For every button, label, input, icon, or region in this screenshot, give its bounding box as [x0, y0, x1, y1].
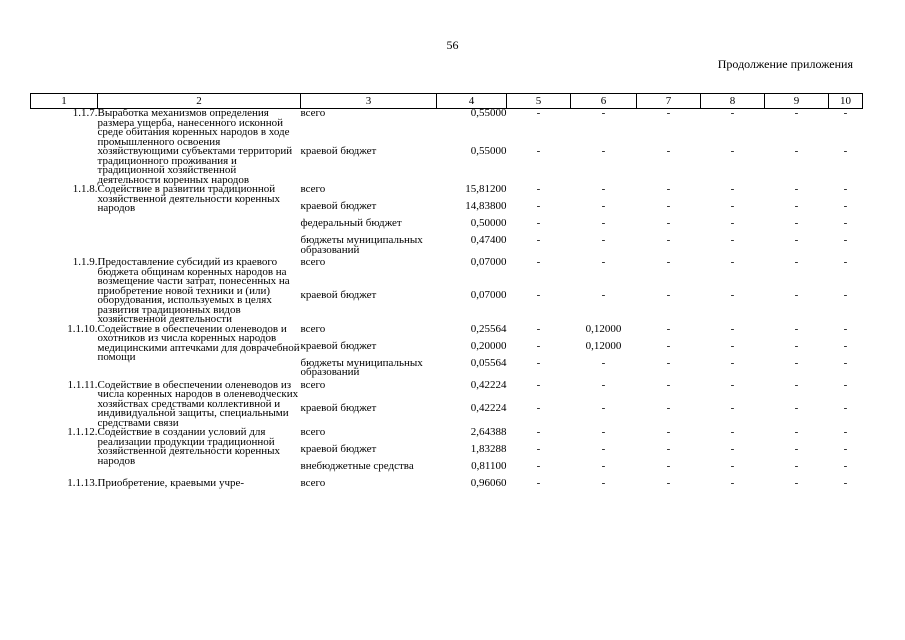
amount-col9: -	[794, 356, 799, 369]
amount-col8: -	[730, 256, 735, 268]
funding-source: бюджеты муниципальных образований	[300, 234, 423, 256]
amount-col5: -	[536, 289, 541, 302]
amount-col5: -	[536, 356, 541, 369]
amount-col5: -	[536, 402, 541, 415]
amount-col6: 0,12000	[585, 322, 622, 335]
funding-source: всего	[300, 183, 326, 195]
amount-col10: -	[843, 217, 848, 229]
amount-col6: -	[601, 356, 606, 369]
amount-col9: -	[794, 217, 799, 229]
amount-col6: -	[601, 477, 606, 489]
budget-table	[30, 93, 863, 496]
funding-source: федеральный бюджет	[300, 217, 402, 229]
funding-source: всего	[300, 378, 326, 391]
amount-col9: -	[794, 322, 799, 335]
column-header: 7	[637, 94, 701, 109]
amount-col10: -	[843, 234, 848, 246]
amount-col7: -	[666, 322, 671, 335]
amount-col9: -	[794, 426, 799, 438]
amount-col8: -	[730, 356, 735, 369]
amount-col6: -	[601, 460, 606, 472]
amount-total: 0,05564	[470, 356, 507, 369]
amount-col9: -	[794, 144, 799, 157]
amount-col6: -	[601, 183, 606, 195]
amount-col5: -	[536, 443, 541, 455]
funding-source: всего	[300, 256, 326, 268]
amount-col9: -	[794, 477, 799, 489]
amount-total: 0,07000	[470, 289, 507, 302]
item-title: Выработка механизмов определения размера ущерба, нанесенного исконной среде обитания коренных народов в ходе промышленного освоения хозяйствующими субъектами территорий традиционного проживания и традиционной хозяйственной деятельности коренных народов	[97, 107, 293, 186]
item-code: 1.1.10.	[67, 322, 98, 335]
amount-col8: -	[730, 426, 735, 438]
amount-col5: -	[536, 256, 541, 268]
amount-total: 0,42224	[470, 378, 507, 391]
amount-col8: -	[730, 477, 735, 489]
amount-col9: -	[794, 107, 799, 119]
amount-total: 0,25564	[470, 322, 507, 335]
amount-total: 0,07000	[470, 256, 507, 268]
amount-col10: -	[843, 460, 848, 472]
amount-col6: 0,12000	[585, 339, 622, 352]
amount-col7: -	[666, 339, 671, 352]
table-row	[31, 109, 863, 147]
column-header: 5	[507, 94, 571, 109]
amount-col10: -	[843, 144, 848, 157]
amount-col5: -	[536, 144, 541, 157]
item-title: Содействие в обеспечении оленеводов из числа коренных народов в оленеводческих хозяйствах средствами коллективной и индивидуальной защиты, специальными средствами связи	[97, 378, 299, 429]
amount-col7: -	[666, 402, 671, 415]
amount-col9: -	[794, 234, 799, 246]
continuation-note: Продолжение приложения	[717, 57, 853, 71]
amount-total: 0,81100	[471, 460, 507, 472]
amount-col10: -	[843, 402, 848, 415]
column-header: 10	[829, 94, 863, 109]
funding-source: краевой бюджет	[300, 443, 377, 455]
funding-source: бюджеты муниципальных образований	[300, 356, 423, 378]
amount-col6: -	[601, 378, 606, 391]
column-header: 1	[31, 94, 98, 109]
table-body	[31, 109, 863, 497]
amount-col7: -	[666, 107, 671, 119]
amount-col6: -	[601, 289, 606, 302]
amount-col10: -	[843, 477, 848, 489]
amount-total: 0,20000	[470, 339, 507, 352]
amount-total: 0,55000	[470, 144, 507, 157]
amount-col7: -	[666, 183, 671, 195]
funding-source: внебюджетные средства	[300, 460, 414, 472]
amount-total: 0,55000	[470, 107, 507, 119]
item-code: 1.1.11.	[67, 378, 98, 391]
amount-col10: -	[843, 107, 848, 119]
funding-source: всего	[300, 107, 326, 119]
amount-col8: -	[730, 234, 735, 246]
amount-col5: -	[536, 477, 541, 489]
funding-source: краевой бюджет	[300, 402, 377, 415]
column-header: 9	[765, 94, 829, 109]
item-code: 1.1.8.	[72, 183, 98, 195]
amount-col8: -	[730, 443, 735, 455]
amount-total: 0,96060	[470, 477, 507, 489]
amount-col10: -	[843, 356, 848, 369]
amount-col10: -	[843, 339, 848, 352]
amount-col6: -	[601, 443, 606, 455]
funding-source: всего	[300, 322, 326, 335]
amount-col9: -	[794, 339, 799, 352]
amount-total: 0,50000	[470, 217, 507, 229]
amount-col9: -	[794, 443, 799, 455]
amount-col7: -	[666, 443, 671, 455]
amount-total: 14,83800	[465, 200, 507, 212]
amount-col8: -	[730, 289, 735, 302]
amount-col10: -	[843, 426, 848, 438]
amount-col9: -	[794, 460, 799, 472]
amount-col10: -	[843, 289, 848, 302]
amount-col7: -	[666, 144, 671, 157]
funding-source: краевой бюджет	[300, 339, 377, 352]
amount-col9: -	[794, 402, 799, 415]
amount-col7: -	[666, 426, 671, 438]
table-row	[31, 428, 863, 445]
amount-col5: -	[536, 183, 541, 195]
amount-col8: -	[730, 460, 735, 472]
amount-col8: -	[730, 144, 735, 157]
column-header: 4	[437, 94, 507, 109]
column-header: 6	[571, 94, 637, 109]
item-title: Предоставление субсидий из краевого бюджета общинам коренных народов на возмещение части затрат, понесенных на приобретение новой техники и (или) оборудования, используемых в целях развития традиционных видов хозяйственной деятельности	[97, 256, 290, 325]
table-row	[31, 185, 863, 202]
item-title: Содействие в создании условий для реализации продукции традиционной хозяйственной деятельности коренных народов	[97, 426, 281, 467]
amount-col5: -	[536, 107, 541, 119]
amount-col6: -	[601, 217, 606, 229]
amount-col9: -	[794, 200, 799, 212]
amount-col5: -	[536, 234, 541, 246]
column-header: 3	[301, 94, 437, 109]
table-row	[31, 479, 863, 496]
amount-col5: -	[536, 339, 541, 352]
table-row	[31, 381, 863, 405]
amount-col10: -	[843, 443, 848, 455]
amount-col8: -	[730, 322, 735, 335]
amount-col7: -	[666, 460, 671, 472]
item-title: Приобретение, краевыми учре-	[97, 477, 245, 489]
column-header: 8	[701, 94, 765, 109]
column-header: 2	[98, 94, 301, 109]
amount-total: 2,64388	[470, 426, 507, 438]
funding-source: краевой бюджет	[300, 289, 377, 302]
item-title: Содействие в обеспечении оленеводов и охотников из числа коренных народов медицинскими аптечками для доврачебной помощи	[97, 322, 300, 363]
amount-col10: -	[843, 378, 848, 391]
amount-col8: -	[730, 402, 735, 415]
amount-total: 0,42224	[470, 402, 507, 415]
amount-col6: -	[601, 426, 606, 438]
table-row	[31, 325, 863, 342]
page-number: 56	[446, 38, 459, 52]
table-row	[31, 258, 863, 291]
amount-col6: -	[601, 402, 606, 415]
amount-total: 0,47400	[470, 234, 507, 246]
amount-col9: -	[794, 289, 799, 302]
amount-col5: -	[536, 200, 541, 212]
amount-col9: -	[794, 183, 799, 195]
item-code: 1.1.7.	[72, 107, 98, 119]
amount-col7: -	[666, 289, 671, 302]
amount-col10: -	[843, 200, 848, 212]
funding-source: всего	[300, 477, 326, 489]
amount-col7: -	[666, 217, 671, 229]
amount-col7: -	[666, 378, 671, 391]
amount-col6: -	[601, 107, 606, 119]
amount-col8: -	[730, 339, 735, 352]
amount-col6: -	[601, 256, 606, 268]
item-code: 1.1.12.	[67, 426, 98, 438]
amount-col9: -	[794, 378, 799, 391]
amount-col6: -	[601, 200, 606, 212]
amount-col5: -	[536, 217, 541, 229]
amount-col5: -	[536, 426, 541, 438]
amount-col7: -	[666, 477, 671, 489]
amount-col7: -	[666, 256, 671, 268]
amount-col8: -	[730, 378, 735, 391]
item-code: 1.1.9.	[72, 256, 98, 268]
amount-col10: -	[843, 183, 848, 195]
amount-col7: -	[666, 234, 671, 246]
amount-total: 15,81200	[465, 183, 507, 195]
amount-col8: -	[730, 183, 735, 195]
amount-col8: -	[730, 217, 735, 229]
amount-total: 1,83288	[470, 443, 507, 455]
funding-source: краевой бюджет	[300, 200, 377, 212]
funding-source: всего	[300, 426, 326, 438]
amount-col5: -	[536, 460, 541, 472]
amount-col6: -	[601, 144, 606, 157]
amount-col8: -	[730, 200, 735, 212]
amount-col5: -	[536, 322, 541, 335]
item-code: 1.1.13.	[67, 477, 98, 489]
amount-col6: -	[601, 234, 606, 246]
item-title: Содействие в развитии традиционной хозяйственной деятельности коренных народов	[97, 183, 281, 214]
funding-source: краевой бюджет	[300, 144, 377, 157]
amount-col9: -	[794, 256, 799, 268]
amount-col10: -	[843, 322, 848, 335]
amount-col7: -	[666, 200, 671, 212]
amount-col5: -	[536, 378, 541, 391]
amount-col10: -	[843, 256, 848, 268]
amount-col8: -	[730, 107, 735, 119]
amount-col7: -	[666, 356, 671, 369]
